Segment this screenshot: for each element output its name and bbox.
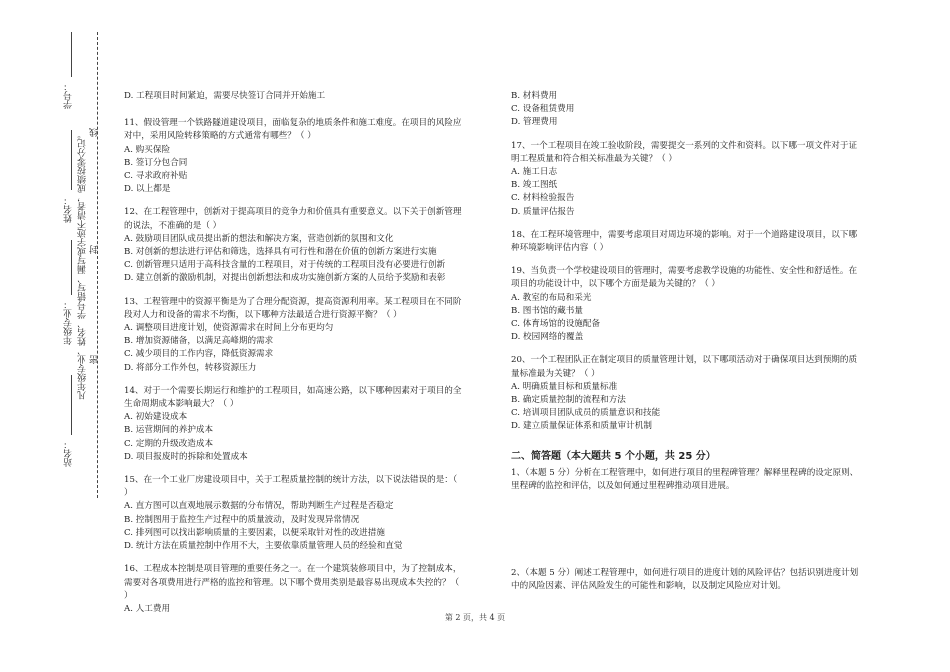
question-stem: 18、在工程环境管理中，需要考虑项目对周边环境的影响。对于一个道路建设项目，以下哪种环境影响评估内容（ ）	[511, 229, 858, 254]
question-stem: 14、对于一个需要长期运行和维护的工程项目，如高速公路，以下哪种因素对于项目的全生命周期成本影响最大？（ ）	[124, 385, 462, 410]
question-stem: 19、当负责一个学校建设项目的管理时，需要考虑教学设施的功能性、安全性和舒适性。在项目的功能设计中，以下哪个方面是最为关键的？（ ）	[511, 266, 858, 290]
answer-option: D. 建立质量保证体系和质量审计机制	[511, 421, 652, 432]
question-q12	[124, 206, 464, 285]
school-label: 站名：	[64, 440, 74, 467]
name-underline	[71, 130, 72, 190]
question-q15	[124, 474, 464, 553]
answer-option: B. 确定质量控制的流程和方法	[511, 395, 626, 406]
question-q16cont	[511, 90, 861, 130]
question-stem: 12、在工程管理中，创新对于提高项目的竞争力和价值具有重要意义。以下关于创新管理的说法，不准确的是（ ）	[124, 207, 462, 231]
seal-char-feng: 封	[90, 245, 100, 254]
question-q20	[511, 354, 861, 433]
student-id-label: 学号：	[64, 82, 74, 109]
id-underline	[71, 32, 72, 77]
answer-option: C. 培训项目团队成员的质量意识和技能	[511, 408, 661, 419]
question-q16	[124, 563, 464, 616]
name-label: 姓名：	[64, 196, 74, 223]
question-q17	[511, 140, 861, 219]
answer-option: B. 材料费用	[511, 91, 558, 101]
question-q19	[511, 265, 861, 344]
question-q11	[124, 117, 464, 196]
answer-option: A. 直方图可以直观地展示数据的分布情况，帮助判断生产过程是否稳定	[124, 501, 394, 512]
cut-line	[97, 32, 98, 498]
short-answer-question: 2、（本题 5 分）阐述工程管理中，如何进行项目的进度计划的风险评估？包括识别进度计划中的风险因素、评估风险发生的可能性和影响，以及制定风险应对计划。	[511, 568, 859, 592]
answer-option: C. 定期的升级改造成本	[124, 438, 214, 449]
answer-option: D. 质量评估报告	[511, 206, 575, 217]
answer-option: C. 排列图可以找出影响质量的主要因素，以便采取针对性的改进措施	[124, 527, 385, 538]
seal-char-mi: 密	[90, 355, 100, 364]
answer-option: C. 创新管理只适用于高科技含量的工程项目，对于传统的工程项目没有必要进行创新	[124, 260, 446, 271]
section-heading: 二、简答题（本大题共 5 个小题，共 25 分）	[511, 450, 716, 462]
question-stem: 17、一个工程项目在竣工验收阶段，需要提交一系列的文件和资料。以下哪一项文件对于证明工程质量和符合相关标准最为关键？（ ）	[511, 140, 858, 164]
answer-option: C. 设备租赁费用	[511, 104, 575, 115]
answer-option: A. 明确质量目标和质量标准	[511, 381, 618, 392]
answer-option: B. 对创新的想法进行评估和筛选，选择具有可行性和潜在价值的创新方案进行实施	[124, 247, 437, 258]
answer-option: A. 人工费用	[124, 603, 171, 614]
answer-option: C. 体育场馆的设施配备	[511, 319, 601, 330]
grade-major-label: 年级专业：	[64, 300, 74, 345]
question-stem: D. 工程项目时间紧迫，需要尽快签订合同并开始施工	[124, 91, 326, 101]
answer-option: D. 以上都是	[124, 184, 171, 195]
answer-option: A. 购买保险	[124, 144, 171, 155]
question-stem: 15、在一个工业厂房建设项目中，关于工程质量控制的统计方法，以下说法错误的是：（ ）	[124, 475, 458, 499]
answer-option: D. 统计方法在质量控制中作用不大，主要依靠质量管理人员的经验和直觉	[124, 541, 403, 552]
answer-option: A. 初始建设成本	[124, 412, 188, 423]
question-stem: 16、工程成本控制是项目管理的重要任务之一。在一个建筑装修项目中，为了控制成本，需要对各项费用进行严格的监控和管理。以下哪个费用类别是最容易出现成本失控的？（ ）	[124, 564, 462, 601]
answer-option: C. 减少项目的工作内容，降低资源需求	[124, 349, 274, 360]
answer-option: C. 材料检验报告	[511, 193, 575, 204]
answer-option: B. 签订分包合同	[124, 157, 188, 168]
binding-margin	[0, 0, 110, 672]
answer-option: B. 运营期间的养护成本	[124, 425, 214, 436]
question-q13	[124, 296, 464, 375]
answer-option: C. 寻求政府补贴	[124, 171, 188, 182]
question-q18	[511, 229, 861, 255]
notice-text: 凡年级专业、姓名、学号错写、漏写或字迹不清者，成绩按零分记。	[78, 130, 88, 400]
answer-option: D. 将部分工作外包，转移资源压力	[124, 362, 257, 373]
answer-option: B. 增加资源储备，以满足高峰期的需求	[124, 336, 274, 347]
answer-option: D. 管理费用	[511, 117, 558, 128]
answer-option: B. 控制图用于监控生产过程中的质量波动，及时发现异常情况	[124, 514, 360, 525]
grade-underline	[71, 240, 72, 295]
answer-option: B. 竣工图纸	[511, 180, 558, 191]
page-footer: 第 2 页，共 4 页	[444, 613, 506, 622]
seal-char-xian: 线	[90, 128, 100, 137]
question-q10d	[124, 90, 464, 103]
question-stem: 11、假设管理一个铁路隧道建设项目，面临复杂的地质条件和施工难度。在项目的风险应对中，采用风险转移策略的方式通常有哪些？（ ）	[124, 118, 462, 142]
left-column	[124, 90, 464, 626]
school-underline	[71, 375, 72, 435]
right-column	[511, 90, 861, 594]
answer-option: A. 施工日志	[511, 167, 558, 178]
answer-option: B. 图书馆的藏书量	[511, 305, 583, 316]
answer-option: A. 教室的布局和采光	[511, 292, 592, 303]
question-stem: 13、工程管理中的资源平衡是为了合理分配资源，提高资源利用率。某工程项目在不同阶段对人力和设备的需求不均衡，以下哪种方法最适合进行资源平衡？（ ）	[124, 296, 462, 320]
answer-option: D. 项目报废时的拆除和处置成本	[124, 451, 248, 462]
answer-option: D. 校园网络的覆盖	[511, 332, 584, 343]
question-q14	[124, 385, 464, 464]
answer-option: A. 调整项目进度计划，使资源需求在时间上分布更均匀	[124, 323, 334, 334]
question-stem: 20、一个工程团队正在制定项目的质量管理计划，以下哪项活动对于确保项目达到预期的质量标准最为关键？（ ）	[511, 355, 858, 379]
answer-option: A. 鼓励项目团队成员提出新的想法和解决方案，营造创新的氛围和文化	[124, 233, 394, 244]
short-answer-question: 1、（本题 5 分）分析在工程管理中，如何进行项目的里程碑管理？解释里程碑的设定原则、里程碑的监控和评估，以及如何通过里程碑推动项目进展。	[511, 467, 859, 492]
answer-option: D. 建立创新的激励机制，对提出创新想法和成功实施创新方案的人员给予奖励和表彰	[124, 273, 446, 284]
